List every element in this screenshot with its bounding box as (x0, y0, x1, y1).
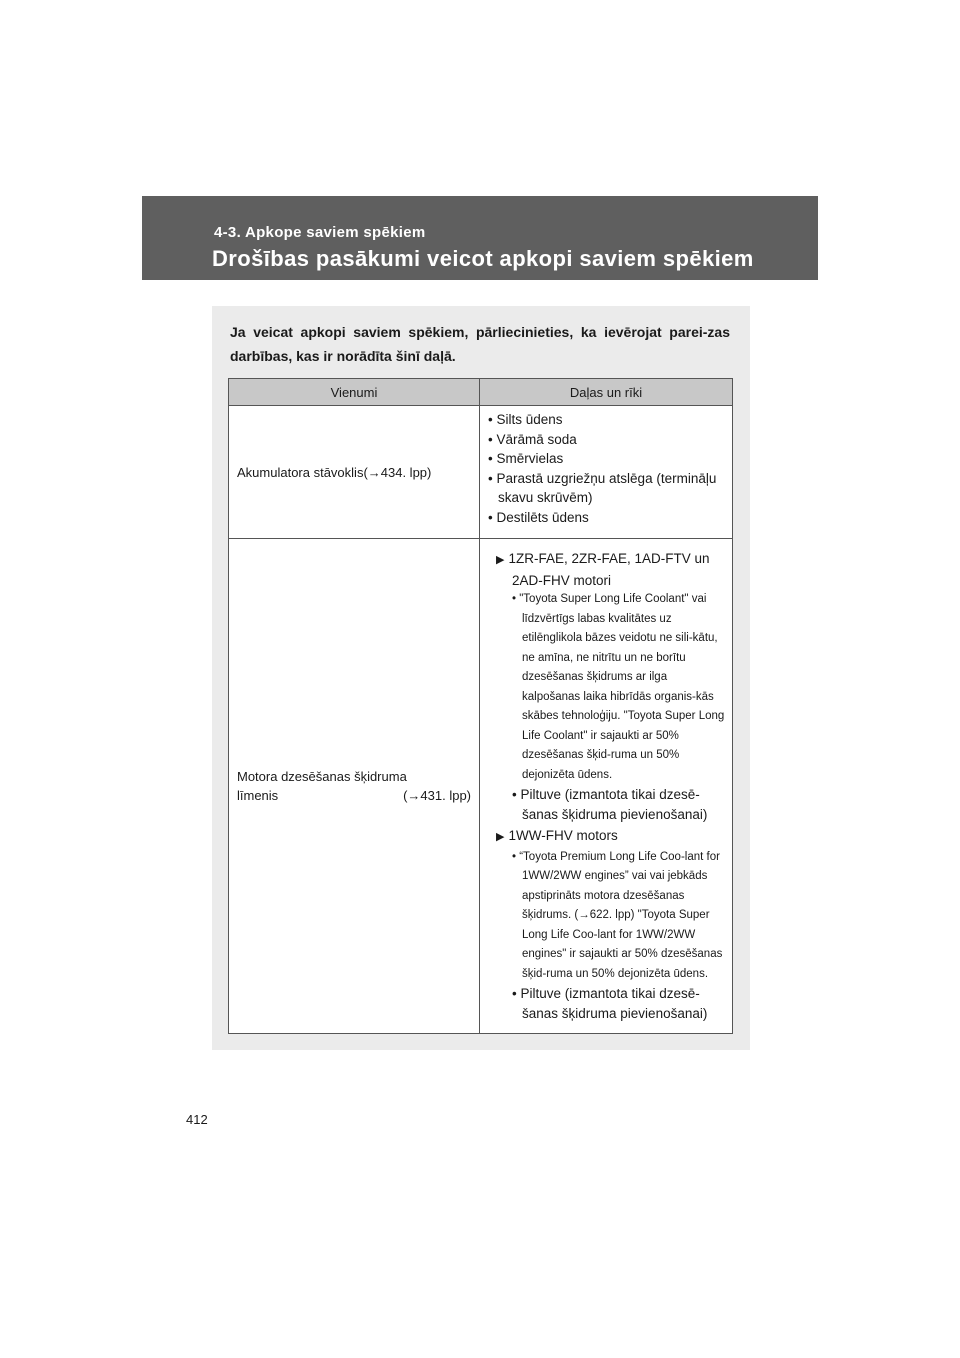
engine-group-2-label: 1WW-FHV motors (508, 828, 618, 843)
list-item: • Silts ūdens (488, 412, 563, 427)
list-item: • Vārāmā soda (488, 431, 577, 447)
item-coolant (229, 539, 480, 1034)
engine-group-1-label: 1ZR-FAE, 2ZR-FAE, 1AD-FTV un 2AD-FHV motori (508, 551, 710, 588)
maintenance-table (228, 378, 733, 1034)
list-item: • Parastā uzgriežņu atslēga (termināļu skavu skrūvēm) (488, 470, 717, 505)
section-header (142, 196, 818, 280)
engine-group-1-detail: • "Toyota Super Long Life Coolant" vai līdzvērtīgs labas kvalitātes uz etilēnglikola bāzes veidotu ne sili-kātu, ne amīna, ne nitrītu un ne borītu dzesēšanas šķidrums ar ilga kalpošanas laika hibrīdās organis-kās skābes tehnoloģiju. "Toyota Super Long Life Coolant" ir sajaukti ar 50% dzesēšanas šķid-ruma un 50% dejonizēta ūdens. (512, 593, 725, 781)
arrow-right-icon: ▶ (496, 831, 505, 843)
item-coolant-ref: (→431. lpp) (403, 788, 471, 803)
engine-group-2 (490, 826, 728, 848)
section-label: 4-3. Apkope saviem spēkiem (214, 224, 426, 241)
header-items: Vienumi (229, 379, 480, 406)
item-coolant-line1: Motora dzesēšanas šķidruma (237, 769, 407, 784)
table-header-row (229, 379, 733, 406)
info-panel (212, 306, 750, 1050)
arrow-right-icon: ▶ (496, 554, 505, 566)
intro-text: Ja veicat apkopi saviem spēkiem, pārliecinieties, ka ievērojat parei-zas darbības, kas ir norādīta šinī daļā. (230, 324, 730, 364)
header-parts: Daļas un rīki (480, 379, 733, 406)
parts-coolant (480, 539, 733, 1034)
item-coolant-line2 (237, 786, 471, 805)
table-row (229, 406, 733, 539)
table-row (229, 539, 733, 1034)
parts-battery (480, 406, 733, 539)
engine-group-2-funnel: • Piltuve (izmantota tikai dzesē-šanas šķidruma pievienošanai) (512, 986, 708, 1021)
engine-group-1 (490, 549, 728, 590)
engine-group-2-detail: • “Toyota Premium Long Life Coo-lant for 1WW/2WW engines” vai vai jebkāds apstiprināts motora dzesēšanas šķidrums. (→622. lpp) "Toyota Super Long Life Coo-lant for 1WW/2WW engines" ir sajaukti ar 50% dzesēšanas šķid-ruma un 50% dejonizēta ūdens. (512, 850, 723, 980)
engine-group-1-funnel: • Piltuve (izmantota tikai dzesē-šanas šķidruma pievienošanai) (512, 787, 708, 822)
page-title: Drošības pasākumi veicot apkopi saviem spēkiem (212, 246, 754, 271)
list-item: • Smērvielas (488, 451, 564, 466)
item-battery: Akumulatora stāvoklis(→434. lpp) (229, 406, 480, 539)
page-number: 412 (186, 1112, 208, 1127)
item-coolant-level: līmenis (237, 788, 279, 803)
list-item: • Destilēts ūdens (488, 509, 589, 525)
